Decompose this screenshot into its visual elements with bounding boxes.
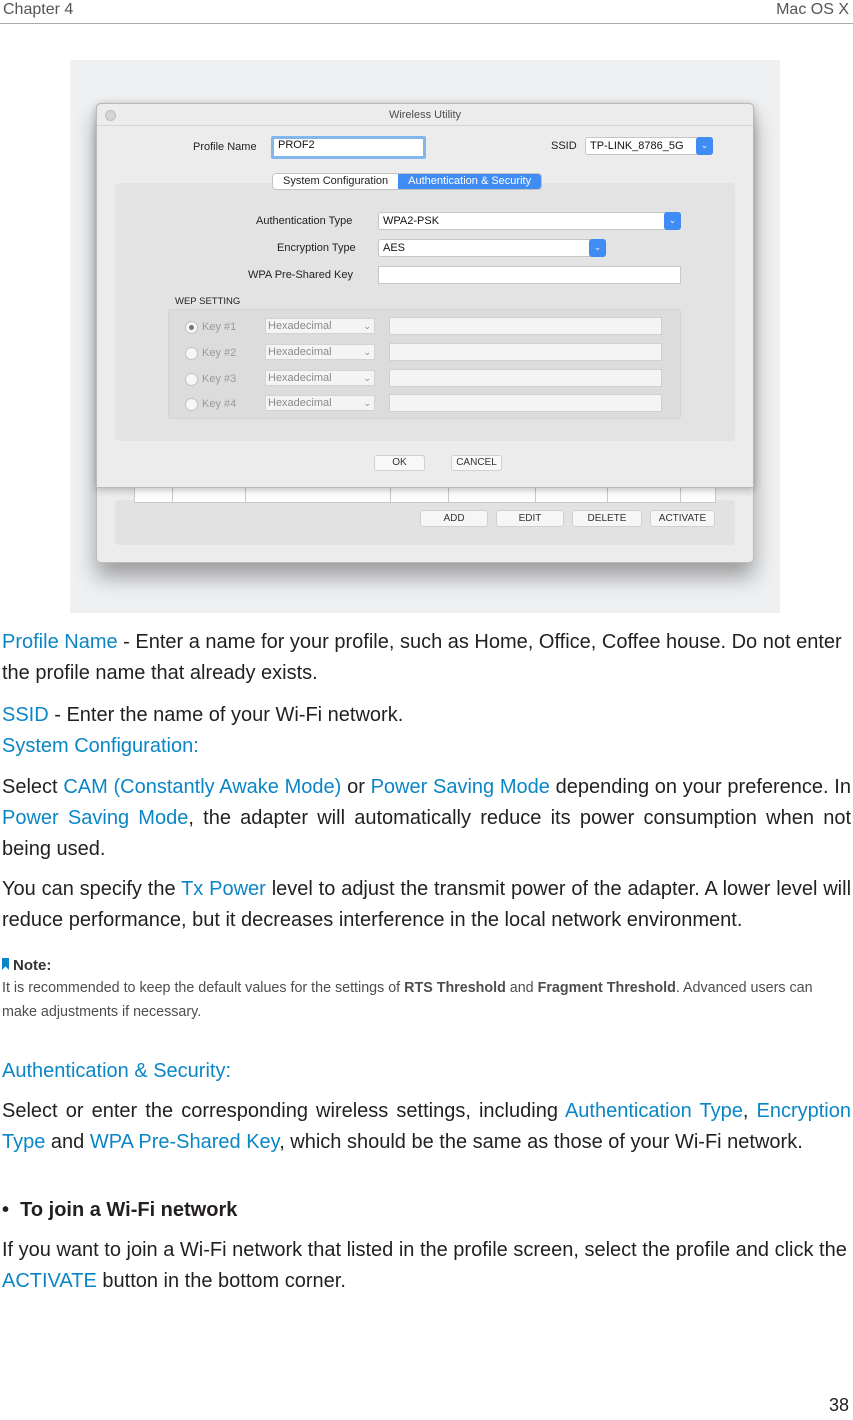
note-title-text: Note:: [13, 957, 52, 974]
ssid-value: TP-LINK_8786_5G: [590, 140, 684, 152]
key3-input[interactable]: [389, 369, 662, 387]
auth-type-value: WPA2-PSK: [383, 215, 440, 227]
note-text-c: . Advanced users can make adjustments if necessary.: [2, 980, 813, 1020]
encryption-type-select[interactable]: [378, 239, 606, 257]
system-configuration-paragraph: [2, 772, 851, 865]
sysconf-text-c: depending on your preference. In: [549, 776, 851, 798]
auth-text-a: Select or enter the corresponding wireless settings, including: [2, 1100, 565, 1122]
ssid-select[interactable]: [585, 137, 713, 155]
chevron-down-icon: ⌄: [363, 347, 371, 357]
running-header: [0, 0, 853, 24]
add-button[interactable]: ADD: [420, 510, 488, 527]
fragment-threshold-term: Fragment Threshold: [537, 980, 676, 996]
key2-format-select[interactable]: [265, 344, 375, 360]
profile-name-term: Profile Name: [2, 631, 118, 653]
edit-button[interactable]: EDIT: [496, 510, 564, 527]
background-profile-table: [134, 487, 716, 503]
auth-type-label: Authentication Type: [256, 215, 353, 227]
join-text-a: If you want to join a Wi-Fi network that listed in the profile screen, select the profile and click the: [2, 1239, 847, 1261]
note-paragraph: [2, 976, 851, 1024]
authentication-type-term: Authentication Type: [564, 1100, 743, 1122]
tx-power-term: Tx Power: [181, 878, 266, 900]
key1-input[interactable]: [389, 317, 662, 335]
chevron-down-icon: ⌄: [363, 398, 371, 408]
encryption-type-term: Encryption Type: [2, 1100, 851, 1153]
activate-term: ACTIVATE: [2, 1270, 97, 1292]
sysconf-text-a: Select: [2, 776, 64, 798]
auth-text-b: ,: [742, 1100, 757, 1122]
key4-radio[interactable]: [185, 398, 198, 411]
key3-label: Key #3: [202, 373, 237, 385]
authentication-security-heading: Authentication & Security:: [2, 1060, 232, 1082]
ssid-paragraph: [2, 700, 851, 731]
activate-button[interactable]: ACTIVATE: [650, 510, 715, 527]
power-saving-term: Power Saving Mode: [370, 776, 550, 798]
dialog-titlebar: [97, 104, 753, 126]
auth-text-d: , which should be the same as those of your Wi-Fi network.: [279, 1131, 803, 1153]
key1-radio[interactable]: [185, 321, 198, 334]
key4-format-select[interactable]: [265, 395, 375, 411]
join-network-bullet: [2, 1199, 237, 1222]
power-saving-term-2: Power Saving Mode: [2, 807, 189, 829]
encryption-type-value: AES: [383, 242, 406, 254]
key2-input[interactable]: [389, 343, 662, 361]
tx-text-a: You can specify the: [2, 878, 182, 900]
ssid-term: SSID: [2, 704, 49, 726]
join-network-heading: To join a Wi-Fi network: [20, 1199, 238, 1221]
section-label: Mac OS X: [776, 1, 849, 18]
encryption-type-label: Encryption Type: [277, 242, 356, 254]
dialog-title: Wireless Utility: [388, 109, 462, 121]
tab-bar: [272, 173, 542, 190]
key1-label: Key #1: [202, 321, 237, 333]
key3-format-value: Hexadecimal: [268, 372, 332, 384]
key3-format-select[interactable]: [265, 370, 375, 386]
bullet-mark: •: [2, 1199, 10, 1221]
psk-input[interactable]: [378, 266, 681, 284]
system-configuration-heading: System Configuration:: [2, 735, 199, 757]
chevron-down-icon: ⌄: [696, 137, 713, 155]
key4-format-value: Hexadecimal: [268, 397, 332, 409]
profile-name-input[interactable]: PROF2: [271, 136, 426, 159]
key2-radio[interactable]: [185, 347, 198, 360]
key2-format-value: Hexadecimal: [268, 346, 332, 358]
chapter-label: Chapter 4: [3, 1, 74, 18]
ssid-desc: - Enter the name of your Wi-Fi network.: [48, 704, 404, 726]
ssid-label: SSID: [551, 140, 577, 152]
key1-format-value: Hexadecimal: [268, 320, 332, 332]
key3-radio[interactable]: [185, 373, 198, 386]
page-number: 38: [828, 1395, 849, 1415]
join-network-paragraph: [2, 1235, 851, 1297]
key4-input[interactable]: [389, 394, 662, 412]
cancel-button[interactable]: CANCEL: [451, 455, 502, 471]
authentication-paragraph: [2, 1096, 851, 1158]
wpa-psk-term: WPA Pre-Shared Key: [89, 1131, 280, 1153]
chevron-down-icon: ⌄: [589, 239, 606, 257]
key1-format-select[interactable]: [265, 318, 375, 334]
chevron-down-icon: ⌄: [664, 212, 681, 230]
key2-label: Key #2: [202, 347, 237, 359]
auth-type-select[interactable]: [378, 212, 681, 230]
wep-setting-label: WEP SETTING: [175, 296, 241, 307]
tab-authentication-security[interactable]: Authentication & Security: [398, 174, 541, 189]
note-text-a: It is recommended to keep the default values for the settings of: [2, 980, 405, 996]
sysconf-text-b: or: [341, 776, 371, 798]
tab-system-configuration[interactable]: System Configuration: [273, 174, 398, 189]
profile-name-label: Profile Name: [193, 141, 257, 153]
psk-label: WPA Pre-Shared Key: [248, 269, 353, 281]
chevron-down-icon: ⌄: [363, 321, 371, 331]
note-title: [2, 957, 51, 974]
profile-name-paragraph: [2, 627, 851, 689]
bookmark-icon: [2, 958, 9, 970]
close-window-icon[interactable]: [105, 110, 116, 121]
cam-term: CAM (Constantly Awake Mode): [63, 776, 342, 798]
note-text-b: and: [505, 980, 538, 996]
delete-button[interactable]: DELETE: [572, 510, 642, 527]
sysconf-text-d: , the adapter will automatically reduce its power consumption when not being used.: [2, 807, 852, 860]
auth-text-c: and: [45, 1131, 90, 1153]
profile-name-desc: - Enter a name for your profile, such as Home, Office, Coffee house. Do not enter the profile name that already exists.: [2, 631, 842, 684]
rts-threshold-term: RTS Threshold: [404, 980, 506, 996]
chevron-down-icon: ⌄: [363, 373, 371, 383]
tx-power-paragraph: [2, 874, 851, 936]
key4-label: Key #4: [202, 398, 237, 410]
ok-button[interactable]: OK: [374, 455, 425, 471]
tx-text-b: level to adjust the transmit power of the adapter. A lower level will reduce performance, but it decreases interference in the local network environment.: [2, 878, 852, 931]
join-text-b: button in the bottom corner.: [96, 1270, 346, 1292]
